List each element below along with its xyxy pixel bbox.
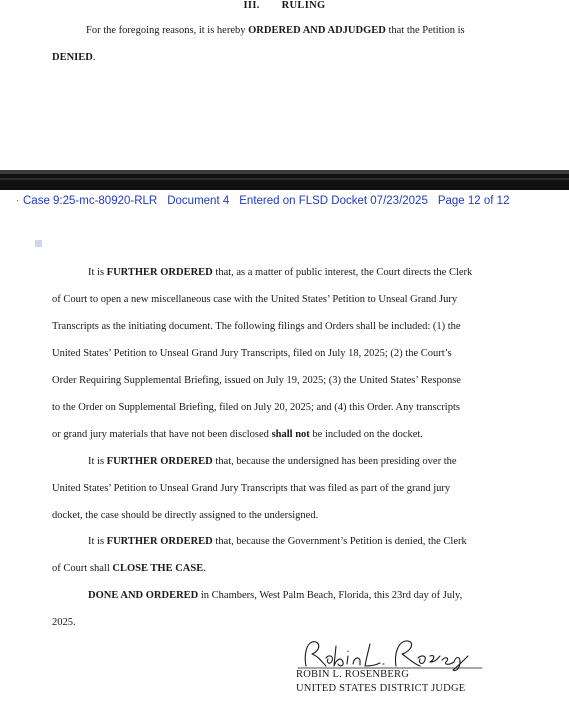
- ruling-text: that the Petition is: [385, 25, 465, 36]
- p1-line-5: Order Requiring Supplemental Briefing, issued on July 19, 2025; (3) the United States’ Response: [52, 375, 461, 386]
- docket-stamp: [16, 195, 509, 207]
- section-heading: [0, 0, 569, 11]
- case-number: Case 9:25-mc-80920-RLR: [23, 195, 158, 207]
- stamp-bullet: ·: [16, 195, 19, 205]
- ruling-text: For the foregoing reasons, it is hereby: [86, 25, 249, 36]
- separator-shade: [0, 170, 569, 174]
- body-bold: CLOSE THE CASE: [112, 563, 204, 574]
- body-text: It is: [88, 456, 107, 467]
- body-text: in Chambers, West Palm Beach, Florida, this 23rd day of July,: [198, 590, 463, 601]
- ruling-line-2: [52, 52, 95, 63]
- scan-mark: [35, 240, 42, 247]
- p1-line-2: of Court to open a new miscellaneous case with the United States’ Petition to Unseal Grand Jury: [52, 294, 458, 305]
- body-bold: FURTHER ORDERED: [106, 267, 213, 278]
- body-text: or grand jury materials that have not been disclosed: [52, 429, 272, 440]
- body-bold: DONE AND ORDERED: [88, 590, 199, 601]
- p2-line-3: docket, the case should be directly assigned to the undersigned.: [52, 510, 319, 521]
- p4-line-1: [88, 590, 462, 601]
- previous-page-fragment: [0, 0, 569, 170]
- p2-line-2: United States’ Petition to Unseal Grand Jury Transcripts that was filed as part of the grand jury: [52, 483, 451, 494]
- p2-line-1: [88, 456, 457, 467]
- p1-line-4: United States’ Petition to Unseal Grand Jury Transcripts, filed on July 18, 2025; (2) the Court’s: [52, 348, 452, 359]
- p1-line-7: [52, 429, 423, 440]
- body-text: .: [203, 563, 206, 574]
- body-text: It is: [88, 267, 107, 278]
- ruling-text: .: [92, 52, 96, 63]
- p4-line-2: 2025.: [52, 617, 76, 628]
- entered-date: Entered on FLSD Docket 07/23/2025: [239, 195, 428, 207]
- judge-name: ROBIN L. ROSENBERG: [296, 669, 409, 680]
- ruling-line-1: [86, 25, 465, 36]
- body-text: It is: [88, 536, 107, 547]
- body-text: that, because the undersigned has been presiding over the: [212, 456, 457, 467]
- body-bold: FURTHER ORDERED: [106, 456, 213, 467]
- body-bold: FURTHER ORDERED: [106, 536, 213, 547]
- section-number: III.: [243, 0, 260, 11]
- body-text: that, as a matter of public interest, the Court directs the Clerk: [212, 267, 473, 278]
- p1-line-3: Transcripts as the initiating document. The following filings and Orders shall be included: (1) the: [52, 321, 461, 332]
- separator-shade: [0, 178, 569, 180]
- p3-line-1: [88, 536, 467, 547]
- denied-text: DENIED: [52, 52, 93, 63]
- body-text: that, because the Government’s Petition is denied, the Clerk: [212, 536, 467, 547]
- body-text: of Court shall: [52, 563, 113, 574]
- body-bold: shall not: [271, 429, 310, 440]
- ruling-bold: ORDERED AND ADJUDGED: [248, 25, 386, 36]
- document-number: Document 4: [167, 195, 230, 207]
- body-text: be included on the docket.: [309, 429, 423, 440]
- page-number: Page 12 of 12: [437, 195, 510, 207]
- p1-line-6: to the Order on Supplemental Briefing, filed on July 20, 2025; and (4) this Order. Any transcripts: [52, 402, 460, 413]
- p1-line-1: [88, 267, 472, 278]
- p3-line-2: [52, 563, 206, 574]
- judge-title: UNITED STATES DISTRICT JUDGE: [296, 683, 466, 694]
- section-title: RULING: [281, 0, 326, 11]
